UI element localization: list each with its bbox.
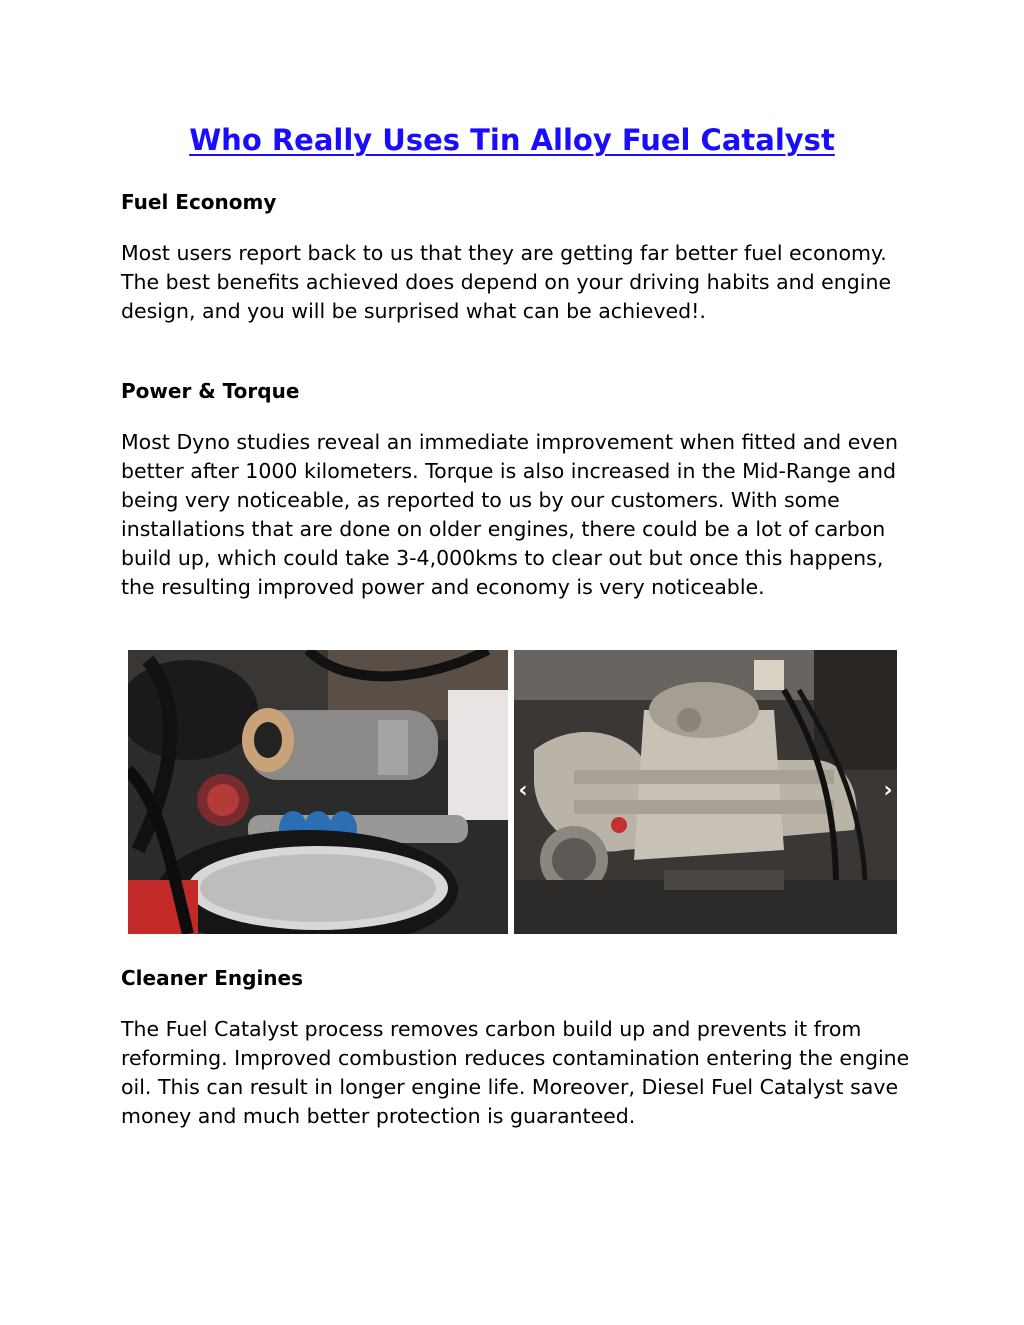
title-link[interactable]: Who Really Uses Tin Alloy Fuel Catalyst [189,123,835,157]
page-title [0,118,1024,162]
intake-manifold-photo [514,650,897,934]
engine-bay-image [128,650,508,934]
heading-power-torque: Power & Torque [121,379,300,403]
paragraph-cleaner-engines: The Fuel Catalyst process removes carbon build up and prevents it from reforming. Improved combustion reduces contamination entering the engine oil. This can result in longer engine life. Moreover, Diesel Fuel Catalyst save money and much better protection is guaranteed. [121,1017,910,1128]
heading-cleaner-engines: Cleaner Engines [121,966,304,990]
next-arrow-icon[interactable]: › [883,778,893,803]
engine-bay-photo [128,650,508,934]
previous-arrow-icon[interactable]: ‹ [518,778,528,803]
paragraph-fuel-economy: Most users report back to us that they are getting far better fuel economy. The best benefits achieved does depend on your driving habits and engine design, and you will be surprised what can be achieved!. [121,241,892,323]
paragraph-power-torque: Most Dyno studies reveal an immediate improvement when fitted and even better after 1000 kilometers. Torque is also increased in the Mid-Range and being very noticeable, as reported to us by our customers. With some installations that are done on older engines, there could be a lot of carbon build up, which could take 3-4,000kms to clear out but once this happens, the resulting improved power and economy is very noticeable. [121,430,899,599]
photo-gallery [128,650,898,934]
intake-manifold-image [514,650,897,934]
heading-fuel-economy: Fuel Economy [121,190,277,214]
